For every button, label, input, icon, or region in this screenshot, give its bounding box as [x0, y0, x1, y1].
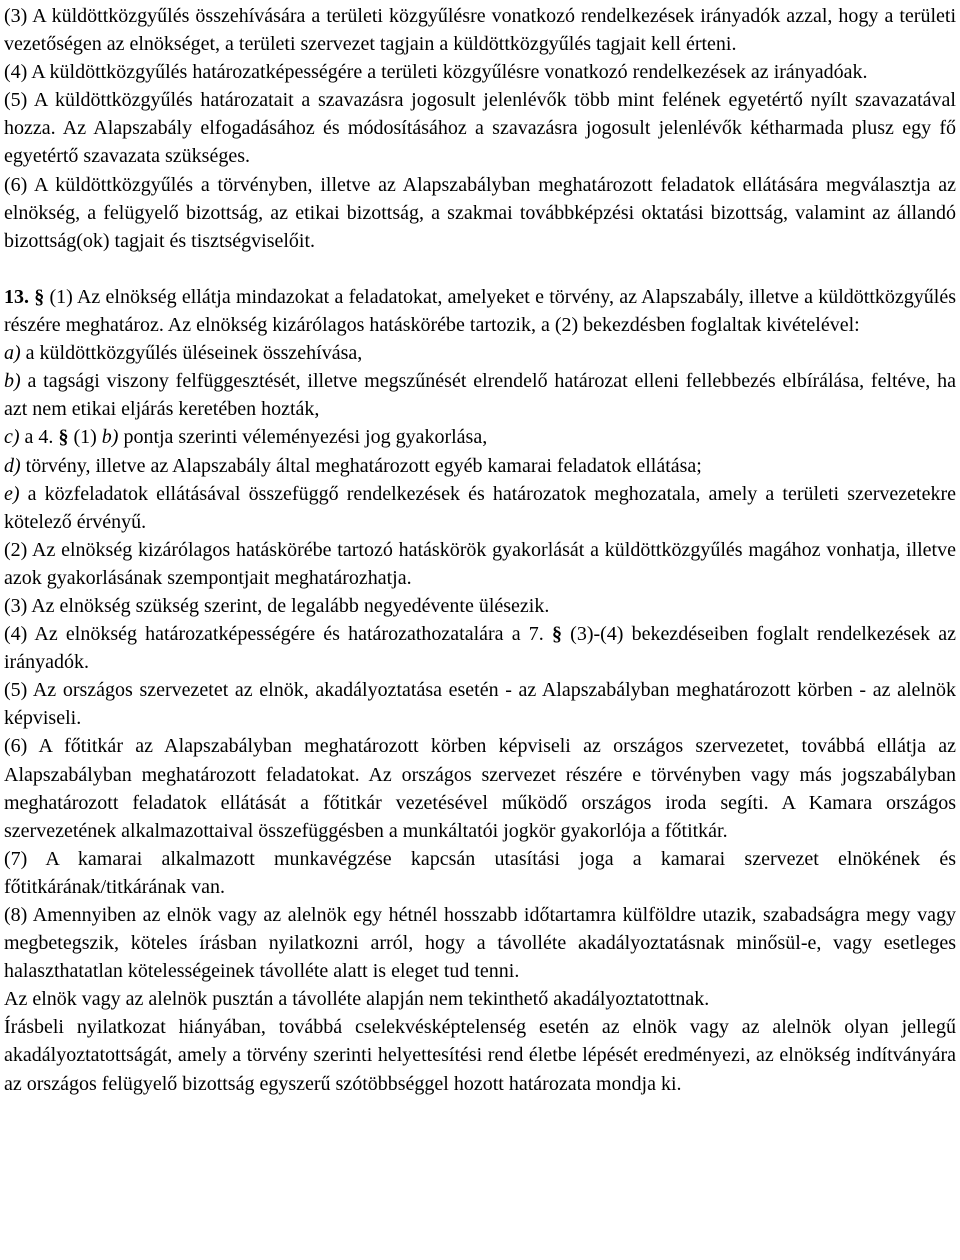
p4-post: (3)-(4) bekezdéseiben foglalt rendelkezések az irányadók. — [4, 623, 957, 674]
item-b-text: a tagsági viszony felfüggesztését, illetve megszűnését elrendelő határozat elleni fellebbezés elbírálása, feltéve, ha azt nem etikai eljárás keretében hozták, — [4, 370, 956, 421]
section-13-paragraph-6: (6) A főtitkár az Alapszabályban meghatározott körben képviseli az országos szervezetet, továbbá ellátja az Alapszabályban meghatározott feladatokat. Az országos szervezet részére e törvényben vagy más jogszabályban meghatározott feladatok ellátását a főtitkár vezetésével működő országos iroda segíti. A Kamara országos szervezetének alkalmazottaival összefüggésben a munkáltatói jogkör gyakorlója a főtitkár. — [4, 735, 956, 842]
p4-section-sign: § — [551, 623, 562, 646]
section-13-paragraph-8: (8) Amennyiben az elnök vagy az alelnök egy hétnél hosszabb időtartamra külföldre utazik, szabadságra megy vagy megbetegszik, köteles írásban nyilatkozni arról, hogy a távolléte akadályoztatásnak minősül-e, vagy esetleges halaszthatatlan kötelességeinek távolléte alatt is eleget tud tenni. — [4, 904, 956, 983]
section-13-paragraph-10: Írásbeli nyilatkozat hiányában, továbbá cselekvésképtelenség esetén az elnök vagy az alelnök olyan jellegű akadályoztatottságát, amely a törvény szerinti helyettesítési rend életbe lépését eredményezi, az elnökség indítványára az országos felügyelő bizottság egyszerű szótöbbséggel hozott határozata mondja ki. — [4, 1016, 956, 1095]
section-13-number: 13. — [4, 285, 29, 308]
section-13-paragraph-9: Az elnök vagy az alelnök pusztán a távolléte alapján nem tekinthető akadályoztatottnak. — [4, 988, 710, 1011]
item-c-label: c) — [4, 426, 20, 449]
item-b-label: b) — [4, 370, 21, 393]
list-item-b — [4, 367, 956, 423]
section-sign: § — [34, 285, 45, 308]
p4-pre: (4) Az elnökség határozatképességére és határozathozatalára a 7. — [4, 623, 544, 646]
section-13-paragraph-3: (3) Az elnökség szükség szerint, de legalább negyedévente ülésezik. — [4, 594, 550, 617]
paragraph-12-5: (5) A küldöttközgyűlés határozatait a szavazásra jogosult jelenlévők több mint felének egyetértő nyílt szavazatával hozza. Az Alapszabály elfogadásához és módosításához a szavazásra jogosult jelenlévők kétharmada plusz egy fő egyetértő szavazata szükséges. — [4, 89, 956, 168]
section-13-paragraph-1 — [4, 283, 956, 339]
list-item-c — [4, 423, 956, 451]
list-item-d — [4, 452, 956, 480]
item-a-label: a) — [4, 342, 21, 365]
item-d-text: törvény, illetve az Alapszabály által meghatározott egyéb kamarai feladatok ellátása; — [25, 454, 702, 477]
section-gap — [4, 255, 956, 283]
section-13-paragraph-5: (5) Az országos szervezetet az elnök, akadályoztatása esetén - az Alapszabályban meghatározott körben - az alelnök képviseli. — [4, 679, 956, 730]
paragraph-12-4: (4) A küldöttközgyűlés határozatképességére a területi közgyűlésre vonatkozó rendelkezések az irányadóak. — [4, 61, 868, 84]
item-a-text: a küldöttközgyűlés üléseinek összehívása, — [25, 342, 363, 365]
item-c-post: pontja szerinti véleményezési jog gyakorlása, — [123, 426, 488, 449]
item-c-ref: b) — [101, 426, 119, 449]
item-c-pre: a 4. — [24, 426, 54, 449]
item-c-mid: (1) — [73, 426, 97, 449]
item-e-label: e) — [4, 482, 20, 505]
paragraph-12-6: (6) A küldöttközgyűlés a törvényben, illetve az Alapszabályban meghatározott feladatok ellátására megválasztja az elnökség, a felügyelő bizottság, az etikai bizottság, a szakmai továbbképzési oktatási bizottság, valamint az állandó bizottság(ok) tagjait és tisztségviselőit. — [4, 173, 956, 252]
section-13-paragraph-2: (2) Az elnökség kizárólagos hatáskörébe tartozó hatáskörök gyakorlását a küldöttközgyűlés magához vonhatja, illetve azok gyakorlásának szempontjait meghatározhatja. — [4, 538, 956, 589]
item-d-label: d) — [4, 454, 21, 477]
section-13-paragraph-4 — [4, 620, 956, 676]
section-13-paragraph-7: (7) A kamarai alkalmazott munkavégzése kapcsán utasítási joga a kamarai szervezet elnökének és főtitkárának/titkárának van. — [4, 847, 956, 898]
list-item-a — [4, 339, 956, 367]
list-item-e — [4, 480, 956, 536]
paragraph-12-3: (3) A küldöttközgyűlés összehívására a területi közgyűlésre vonatkozó rendelkezések irányadók azzal, hogy a területi vezetőségen az elnökséget, a területi szervezet tagjain a küldöttközgyűlés tagjait kell érteni. — [4, 5, 956, 56]
item-e-text: a közfeladatok ellátásával összefüggő rendelkezések és határozatok meghozatala, amely a területi szervezetekre kötelező érvényű. — [4, 482, 956, 533]
section-13-p1-text: (1) Az elnökség ellátja mindazokat a feladatokat, amelyeket e törvény, az Alapszabály, illetve a küldöttközgyűlés részére meghatároz. Az elnökség kizárólagos hatáskörébe tartozik, a (2) bekezdésben foglaltak kivételével: — [4, 285, 957, 337]
item-c-section-sign: § — [58, 426, 69, 449]
